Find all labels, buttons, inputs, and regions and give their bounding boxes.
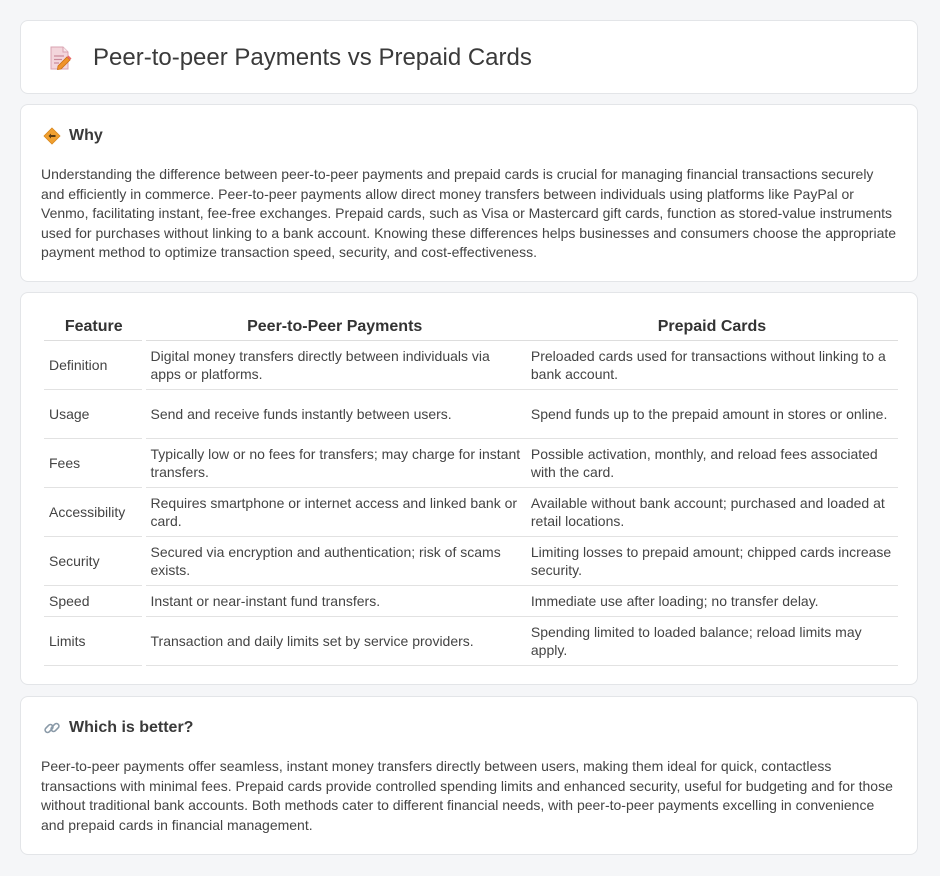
table-row [44,617,898,666]
link-icon [43,719,61,737]
better-title: Which is better? [69,719,194,736]
row-p2p: Requires smartphone or internet access and linked bank or card. [144,488,526,537]
table-row [44,537,898,586]
better-heading [43,719,193,737]
table-row [44,390,898,439]
row-p2p: Secured via encryption and authentication; risk of scams exists. [144,537,526,586]
row-p2p: Instant or near-instant fund transfers. [144,586,526,617]
header-p2p: Peer-to-Peer Payments [144,316,526,341]
header-card [20,20,918,94]
table-row [44,586,898,617]
why-section [20,104,918,282]
row-p2p: Send and receive funds instantly between users. [144,390,526,439]
page-title: Peer-to-peer Payments vs Prepaid Cards [93,44,532,71]
row-prepaid: Limiting losses to prepaid amount; chipped cards increase security. [526,537,898,586]
table-row [44,488,898,537]
table-row [44,341,898,390]
row-prepaid: Available without bank account; purchased and loaded at retail locations. [526,488,898,537]
row-prepaid: Spending limited to loaded balance; reload limits may apply. [526,617,898,666]
table-row [44,439,898,488]
row-feature: Limits [44,617,144,666]
why-text: Understanding the difference between peer-to-peer payments and prepaid cards is crucial for managing financial transactions securely and efficiently in commerce. Peer-to-peer payments allow direct money transfers between individuals using platforms like PayPal or Venmo, facilitating instant, fee-free exchanges. Prepaid cards, such as Visa or Mastercard gift cards, function as stored-value instruments used for purchases without linking to a bank account. Knowing these differences helps businesses and consumers choose the appropriate payment method to optimize transaction speed, security, and cost-effectiveness. [41,166,897,261]
better-section [20,696,918,855]
row-p2p: Transaction and daily limits set by service providers. [144,617,526,666]
row-prepaid: Possible activation, monthly, and reload fees associated with the card. [526,439,898,488]
why-heading [43,127,103,145]
why-title: Why [69,127,103,144]
document-pencil-icon [47,44,73,72]
row-feature: Accessibility [44,488,144,537]
header-prepaid: Prepaid Cards [526,316,898,341]
diamond-arrows-icon [43,127,61,145]
header-feature: Feature [44,316,144,341]
row-feature: Usage [44,390,144,439]
row-p2p: Digital money transfers directly between individuals via apps or platforms. [144,341,526,390]
better-text: Peer-to-peer payments offer seamless, instant money transfers directly between users, making them ideal for quick, contactless transactions with minimal fees. Prepaid cards provide controlled spending limits and enhanced security, useful for budgeting and for those without traditional bank accounts. Both methods cater to different financial needs, with peer-to-peer payments excelling in convenience and prepaid cards in financial management. [41,758,893,833]
row-p2p: Typically low or no fees for transfers; may charge for instant transfers. [144,439,526,488]
row-feature: Speed [44,586,144,617]
row-feature: Definition [44,341,144,390]
row-prepaid: Preloaded cards used for transactions without linking to a bank account. [526,341,898,390]
comparison-section [20,292,918,685]
row-prepaid: Spend funds up to the prepaid amount in stores or online. [526,390,898,439]
row-prepaid: Immediate use after loading; no transfer delay. [526,586,898,617]
row-feature: Security [44,537,144,586]
row-feature: Fees [44,439,144,488]
table-header-row [44,316,898,341]
comparison-table [44,316,898,666]
title-row [47,42,532,74]
